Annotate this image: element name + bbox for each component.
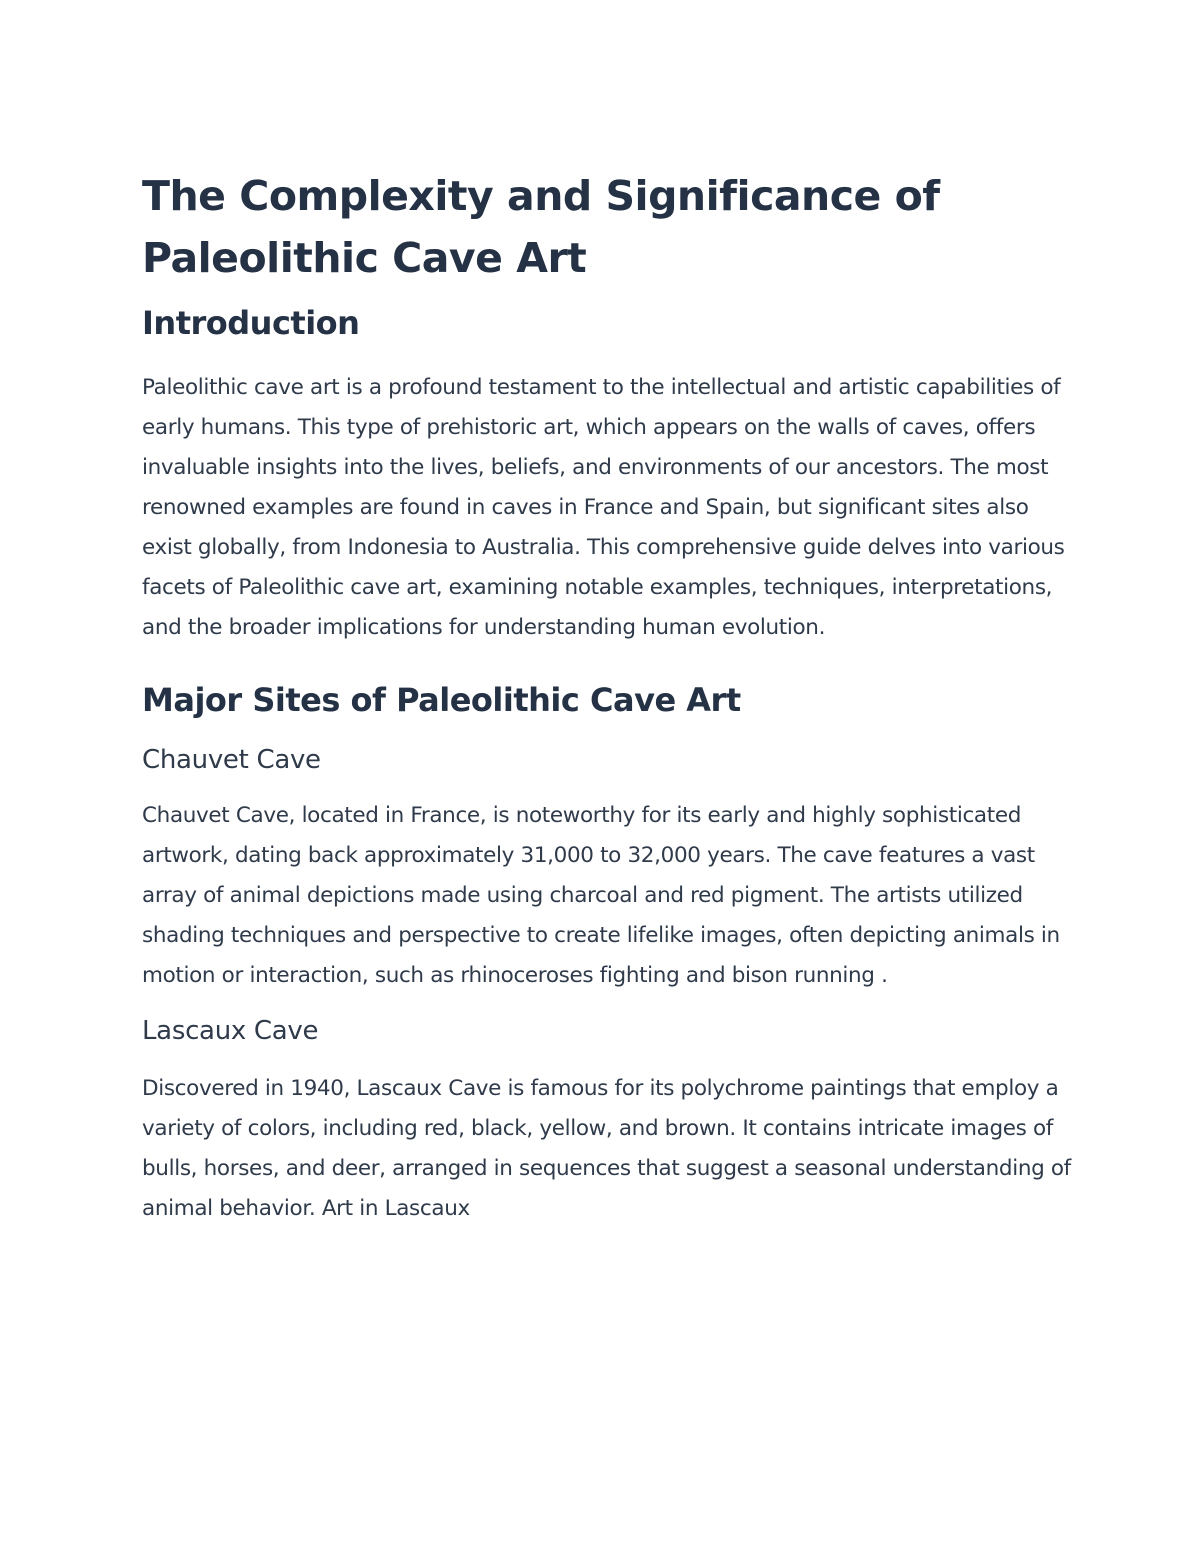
introduction-paragraph: Paleolithic cave art is a profound testament to the intellectual and artistic capabilities of early humans. This type of prehistoric art, which appears on the walls of caves, offers invaluable insights into the lives, beliefs, and environments of our ancestors. The most renowned examples are found in caves in France and Spain, but significant sites also exist globally, from Indonesia to Australia. This comprehensive guide delves into various facets of Paleolithic cave art, examining notable examples, techniques, interpretations, and the broader implications for understanding human evolution. [142, 375, 1065, 640]
document-page [142, 165, 1072, 1229]
section-heading-major-sites: Major Sites of Paleolithic Cave Art [142, 681, 741, 719]
chauvet-cave-paragraph: Chauvet Cave, located in France, is noteworthy for its early and highly sophisticated artwork, dating back approximately 31,000 to 32,000 years. The cave features a vast array of animal depictions made using charcoal and red pigment. The artists utilized shading techniques and perspective to create lifelike images, often depicting animals in motion or interaction, such as rhinoceroses fighting and bison running . [142, 803, 1060, 988]
section-heading-introduction: Introduction [142, 304, 360, 342]
lascaux-cave-paragraph: Discovered in 1940, Lascaux Cave is famous for its polychrome paintings that employ a variety of colors, including red, black, yellow, and brown. It contains intricate images of bulls, horses, and deer, arranged in sequences that suggest a seasonal understanding of animal behavior. Art in Lascaux [142, 1076, 1071, 1221]
subsection-heading-chauvet-cave: Chauvet Cave [142, 745, 321, 775]
document-title: The Complexity and Significance of Paleolithic Cave Art [142, 172, 940, 282]
subsection-heading-lascaux-cave: Lascaux Cave [142, 1016, 319, 1046]
